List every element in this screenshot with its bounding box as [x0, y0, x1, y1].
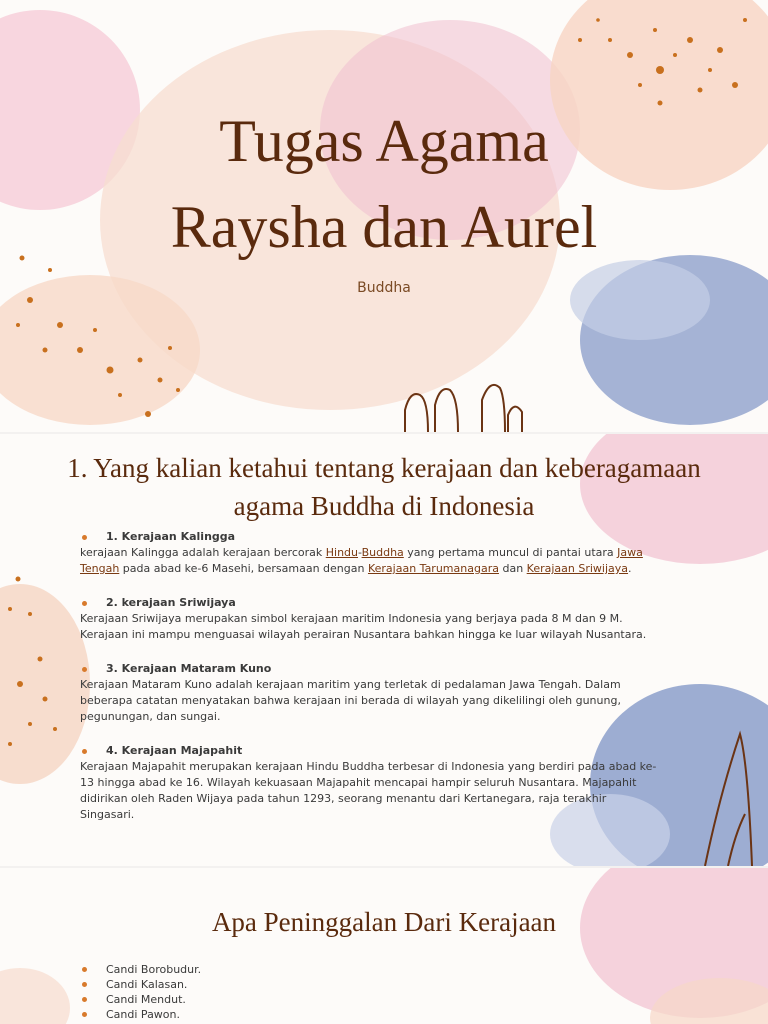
kingdom-description-line: Kerajaan Mataram Kuno adalah kerajaan maritim yang terletak di pedalaman Jawa Tengah. Dalam: [80, 678, 621, 691]
kingdom-heading-text: 4. Kerajaan Majapahit: [106, 744, 243, 757]
kingdom-description-line: 13 hingga abad ke 16. Wilayah kekuasaan Majapahit mencapai hampir seluruh Nusantara. Majapahit: [80, 776, 637, 789]
bullet-icon: [82, 967, 87, 972]
list-item-text: Candi Kalasan.: [106, 978, 188, 991]
bullet-icon: [82, 535, 87, 540]
text-segment: dan: [498, 562, 527, 575]
peach-blob-left: [0, 584, 90, 784]
kingdom-heading: [80, 595, 700, 611]
kingdom-description-line: Kerajaan Majapahit merupakan kerajaan Hindu Buddha terbesar di Indonesia yang berdiri pada abad ke-: [80, 760, 657, 773]
kingdom-heading-text: 2. kerajaan Sriwijaya: [106, 596, 236, 609]
kingdom-description-line: Singasari.: [80, 808, 135, 821]
link-hindu[interactable]: Hindu: [325, 546, 359, 559]
title-slide: [0, 0, 768, 432]
kingdom-item: [80, 661, 700, 725]
link-jawa-tengah[interactable]: Tengah: [80, 562, 120, 575]
kingdom-description-line: Kerajaan Sriwijaya merupakan simbol kerajaan maritim Indonesia yang berjaya pada 8 M dan 9 M.: [80, 612, 623, 625]
bullet-icon: [82, 601, 87, 606]
kingdom-item: [80, 743, 700, 823]
kingdom-heading-text: 3. Kerajaan Mataram Kuno: [106, 662, 272, 675]
link-buddha[interactable]: Buddha: [361, 546, 404, 559]
text-segment: pada abad ke-6 Masehi, bersamaan dengan: [119, 562, 368, 575]
bullet-icon: [82, 1012, 87, 1017]
relics-slide: [0, 868, 768, 1024]
kingdom-heading: [80, 743, 700, 759]
kingdom-heading: [80, 661, 700, 677]
slide-subtitle: Buddha: [357, 280, 411, 296]
kingdoms-slide: [0, 434, 768, 866]
slide-title-line2: Raysha dan Aurel: [170, 194, 598, 260]
link-kerajaan-tarumanagara[interactable]: Kerajaan Tarumanagara: [367, 562, 499, 575]
link-jawa[interactable]: Jawa: [617, 546, 643, 559]
list-item-text: Candi Mendut.: [106, 993, 186, 1006]
list-item-text: Candi Pawon.: [106, 1008, 181, 1021]
text-segment: yang pertama muncul di pantai utara: [403, 546, 618, 559]
slide-heading: Apa Peninggalan Dari Kerajaan: [211, 907, 557, 937]
slide-heading-line1: 1. Yang kalian ketahui tentang kerajaan dan keberagamaan: [67, 453, 701, 483]
list-item: [80, 977, 201, 992]
light-blue-blob: [570, 260, 710, 340]
slide-title-line1: Tugas Agama: [219, 108, 549, 174]
kingdom-item: [80, 595, 700, 643]
kingdom-description: [80, 545, 700, 577]
link-kerajaan-sriwijaya[interactable]: Kerajaan Sriwijaya: [526, 562, 629, 575]
bullet-icon: [82, 982, 87, 987]
kingdom-item: [80, 529, 700, 577]
kingdom-heading: [80, 529, 700, 545]
text-segment: .: [628, 562, 632, 575]
relics-list: [80, 962, 201, 1022]
text-segment: kerajaan Kalingga adalah kerajaan bercorak: [80, 546, 326, 559]
list-item: [80, 1007, 201, 1022]
peach-blob-left: [0, 968, 70, 1024]
kingdom-description-line: pegunungan, dan sungai.: [80, 710, 221, 723]
list-item: [80, 992, 201, 1007]
slide-heading-line2: agama Buddha di Indonesia: [233, 491, 535, 521]
list-item: [80, 962, 201, 977]
kingdom-description-line: Kerajaan ini mampu menguasai wilayah perairan Nusantara bahkan hingga ke luar wilayah Nusantara.: [80, 628, 647, 641]
bullet-icon: [82, 997, 87, 1002]
text-segment: -: [358, 546, 362, 559]
bullet-icon: [82, 749, 87, 754]
kingdom-list: [80, 529, 700, 841]
bullet-icon: [82, 667, 87, 672]
kingdom-description-line: beberapa catatan menyatakan bahwa kerajaan ini berada di wilayah yang dikelilingi oleh gunung,: [80, 694, 621, 707]
kingdom-heading-text: 1. Kerajaan Kalingga: [106, 530, 236, 543]
kingdom-description-line: didirikan oleh Raden Wijaya pada tahun 1293, seorang menantu dari Kertanegara, raja terakhir: [80, 792, 607, 805]
list-item-text: Candi Borobudur.: [106, 963, 202, 976]
